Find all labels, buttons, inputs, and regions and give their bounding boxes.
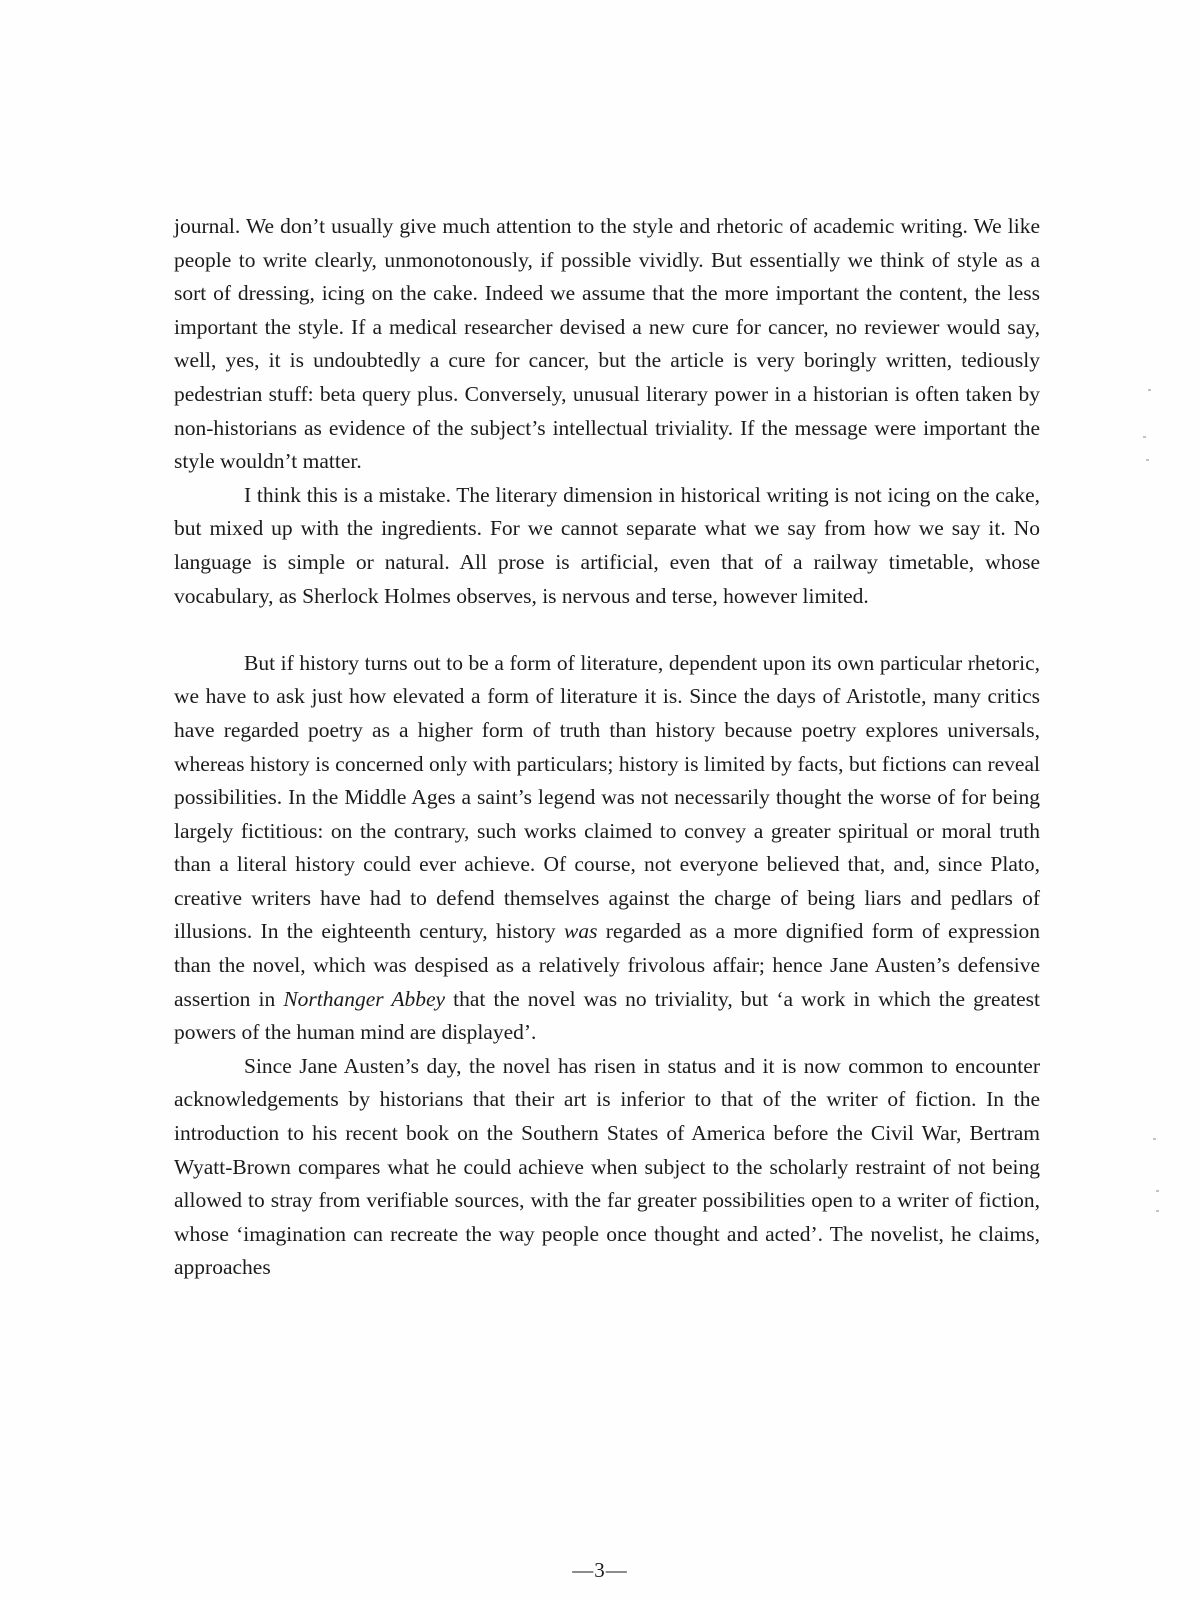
- text-run: regarded as a more dignified form of expression than the novel, which was despised as a relatively frivolous affair; hence Jane Austen’s defensive assertion in: [174, 919, 1040, 1011]
- scan-mark: [1153, 1138, 1156, 1140]
- scan-mark: [1156, 1190, 1159, 1192]
- text-run: I think this is a mistake. The literary dimension in historical writing is not icing on the cake, but mixed up with the ingredients. For we cannot separate what we say from how we say it. No language is simple or natural. All prose is artificial, even that of a railway timetable, whose vocabulary, as Sherlock Holmes observes, is nervous and terse, however limited.: [174, 482, 1040, 608]
- page-number: —3—: [572, 1558, 628, 1582]
- paragraph: [174, 210, 1040, 479]
- text-run: journal. We don’t usually give much attention to the style and rhetoric of academic writing. We like people to write clearly, unmonotonously, if possible vividly. But essentially we think of style as a sort of dressing, icing on the cake. Indeed we assume that the more important the content, the less important the style. If a medical researcher devised a new cure for cancer, no reviewer would say, well, yes, it is undoubtedly a cure for cancer, but the article is very boringly written, tediously pedestrian stuff: beta query plus. Conversely, unusual literary power in a historian is often taken by non-historians as evidence of the subject’s intellectual triviality. If the message were important the style wouldn’t matter.: [174, 214, 1040, 474]
- paragraph: [174, 647, 1040, 1050]
- scan-mark: [1156, 1210, 1159, 1212]
- scan-mark: [1146, 459, 1149, 461]
- italic-text: Northanger Abbey: [283, 986, 446, 1011]
- scan-mark: [1143, 436, 1146, 438]
- italic-text: was: [563, 919, 598, 944]
- text-run: But if history turns out to be a form of literature, dependent upon its own particular rhetoric, we have to ask just how elevated a form of literature it is. Since the days of Aristotle, many critics have regarded poetry as a higher form of truth than history because poetry explores universals, whereas history is concerned only with particulars; history is limited by facts, but fictions can reveal possibilities. In the Middle Ages a saint’s legend was not necessarily thought the worse of for being largely fictitious: on the contrary, such works claimed to convey a greater spiritual or moral truth than a literal history could ever achieve. Of course, not everyone believed that, and, since Plato, creative writers have had to defend themselves against the charge of being liars and pedlars of illusions. In the eighteenth century, history: [174, 650, 1040, 944]
- text-run: Since Jane Austen’s day, the novel has risen in status and it is now common to encounter acknowledgements by historians that their art is inferior to that of the writer of fiction. In the introduction to his recent book on the Southern States of America before the Civil War, Bertram Wyatt-Brown compares what he could achieve when subject to the scholarly restraint of not being allowed to stray from verifiable sources, with the far greater possibilities open to a writer of fiction, whose ‘imagination can recreate the way people once thought and acted’. The novelist, he claims, approaches: [174, 1053, 1040, 1280]
- paragraph: [174, 1050, 1040, 1285]
- text-run: that the novel was no triviality, but ‘a work in which the greatest powers of the human mind are displayed’.: [174, 986, 1041, 1045]
- body-text: [174, 210, 1040, 1285]
- paragraph: [174, 479, 1040, 613]
- scan-mark: [1148, 389, 1151, 391]
